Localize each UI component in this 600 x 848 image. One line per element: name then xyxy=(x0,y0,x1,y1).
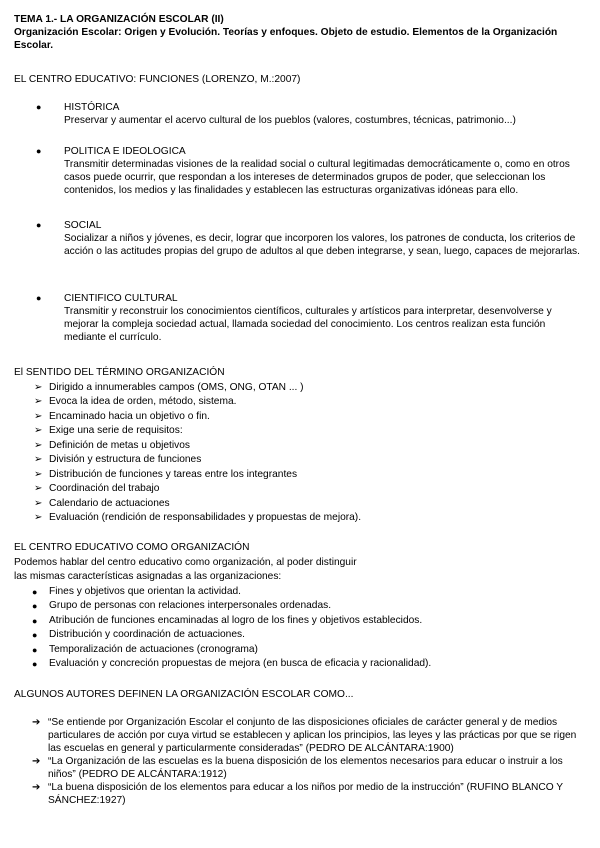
center-intro: Podemos hablar del centro educativo como organización, al poder distinguir xyxy=(14,556,357,568)
document-header xyxy=(14,13,584,52)
function-text: Transmitir y reconstruir los conocimientos científicos, culturales y artísticos para interpretar, desenvolverse y mejorar la compleja sociedad actual, llamada sociedad del conocimiento. Los centros realizan esta función mediante el currículo. xyxy=(64,306,552,343)
bullet-icon: ● xyxy=(32,615,38,626)
arrow-right-icon: ➔ xyxy=(32,782,41,793)
bullet-icon: ● xyxy=(32,601,38,611)
list-item: ➢ Coordinación del trabajo xyxy=(14,482,584,497)
center-intro: las mismas características asignadas a las organizaciones: xyxy=(14,571,282,582)
list-item: ➢ Exige una serie de requisitos: xyxy=(14,424,584,439)
function-title: HISTÓRICA xyxy=(64,102,120,113)
sense-heading: El SENTIDO DEL TÉRMINO ORGANIZACIÓN xyxy=(14,367,225,378)
list-item: ➢ Distribución de funciones y tareas entre los integrantes xyxy=(14,468,584,483)
arrowhead-icon: ➢ xyxy=(34,439,43,451)
list-item: ➔ “La Organización de las escuelas es la buena disposición de los elementos necesarios para educar o instruir a los niños” (PEDRO DE ALCÁNTARA:1912) xyxy=(32,756,563,780)
center-organization-section xyxy=(14,541,584,672)
list-item: ➢ Dirigido a innumerables campos (OMS, ONG, OTAN ... ) xyxy=(14,381,584,396)
list-item: ● Grupo de personas con relaciones interpersonales ordenadas. xyxy=(14,599,584,614)
bullet-icon: ● xyxy=(32,630,38,640)
arrowhead-icon: ➢ xyxy=(34,512,43,523)
function-item xyxy=(14,145,584,197)
bullet-icon: ● xyxy=(32,644,38,655)
list-item: ➢ Evoca la idea de orden, método, sistema. xyxy=(14,395,584,410)
document-title: TEMA 1.- LA ORGANIZACIÓN ESCOLAR (II) xyxy=(14,14,224,25)
function-item xyxy=(14,101,584,127)
list-item: ● Temporalización de actuaciones (cronograma) xyxy=(14,643,584,658)
bullet-icon: ● xyxy=(32,659,38,669)
list-item: ● Atribución de funciones encaminadas al logro de los fines y objetivos establecidos. xyxy=(14,614,584,629)
arrowhead-icon: ➢ xyxy=(34,468,43,480)
list-item: ● Evaluación y concreción propuestas de mejora (en busca de eficacia y racionalidad). xyxy=(14,657,584,672)
arrowhead-icon: ➢ xyxy=(34,483,43,494)
list-item: ➔ “Se entiende por Organización Escolar el conjunto de las disposiciones oficiales de carácter general y de medios particulares de acción por cuya virtud se establecen y aplican los principios, las leyes y las prácticas por que se rigen las escuelas en general y particularmente consideradas” (PEDRO DE ALCÁNTARA:1900) xyxy=(32,717,577,754)
arrowhead-icon: ➢ xyxy=(34,497,43,509)
center-heading: EL CENTRO EDUCATIVO COMO ORGANIZACIÓN xyxy=(14,542,250,553)
document-subtitle: Organización Escolar: Origen y Evolución. Teorías y enfoques. Objeto de estudio. Elementos de la Organización Escolar. xyxy=(14,27,558,51)
bullet-icon: ● xyxy=(36,146,42,156)
list-item: ➢ División y estructura de funciones xyxy=(14,453,584,468)
function-title: SOCIAL xyxy=(64,220,102,231)
function-title: CIENTIFICO CULTURAL xyxy=(64,293,178,304)
arrow-right-icon: ➔ xyxy=(32,717,41,728)
organization-sense-section xyxy=(14,366,584,526)
function-text: Transmitir determinadas visiones de la realidad social o cultural legitimadas democráticamente o, como en otros casos puede ocurrir, que respondan a los intereses de determinados grupos de poder, que seleccionan los contenidos, los medios y las finalidades y establecen las estructuras organizativas idóneas para ello. xyxy=(64,159,570,196)
list-item: ➢ Evaluación (rendición de responsabilidades y propuestas de mejora). xyxy=(14,511,584,526)
function-title: POLITICA E IDEOLOGICA xyxy=(64,146,186,157)
list-item: ● Distribución y coordinación de actuaciones. xyxy=(14,628,584,643)
bullet-icon: ● xyxy=(36,102,42,112)
arrowhead-icon: ➢ xyxy=(34,410,43,422)
bullet-icon: ● xyxy=(32,586,38,597)
function-item xyxy=(14,219,584,258)
function-text: Preservar y aumentar el acervo cultural de los pueblos (valores, costumbres, técnicas, patrimonio...) xyxy=(64,115,516,126)
arrowhead-icon: ➢ xyxy=(34,381,43,393)
arrowhead-icon: ➢ xyxy=(34,396,43,407)
bullet-icon: ● xyxy=(36,293,42,303)
list-item: ● Fines y objetivos que orientan la actividad. xyxy=(14,585,584,600)
functions-heading: EL CENTRO EDUCATIVO: FUNCIONES (LORENZO, M.:2007) xyxy=(14,74,301,85)
authors-quotes xyxy=(14,716,584,807)
list-item: ➔ “La buena disposición de los elementos para educar a los niños por medio de la instrucción” (RUFINO BLANCO Y SÁNCHEZ:1927) xyxy=(32,782,563,806)
function-text: Socializar a niños y jóvenes, es decir, lograr que incorporen los valores, los patrones de conducta, los criterios de acción o las actitudes propias del grupo de adultos al que deben integrarse, y sean, luego, capaces de mejorarlas. xyxy=(64,233,580,257)
list-item: ➢ Encaminado hacia un objetivo o fin. xyxy=(14,410,584,425)
bullet-icon: ● xyxy=(36,220,42,230)
arrowhead-icon: ➢ xyxy=(34,425,43,436)
arrow-right-icon: ➔ xyxy=(32,756,41,767)
list-item: ➢ Calendario de actuaciones xyxy=(14,497,584,512)
list-item: ➢ Definición de metas u objetivos xyxy=(14,439,584,454)
function-item xyxy=(14,292,584,344)
authors-heading: ALGUNOS AUTORES DEFINEN LA ORGANIZACIÓN ESCOLAR COMO... xyxy=(14,689,354,700)
arrowhead-icon: ➢ xyxy=(34,454,43,465)
